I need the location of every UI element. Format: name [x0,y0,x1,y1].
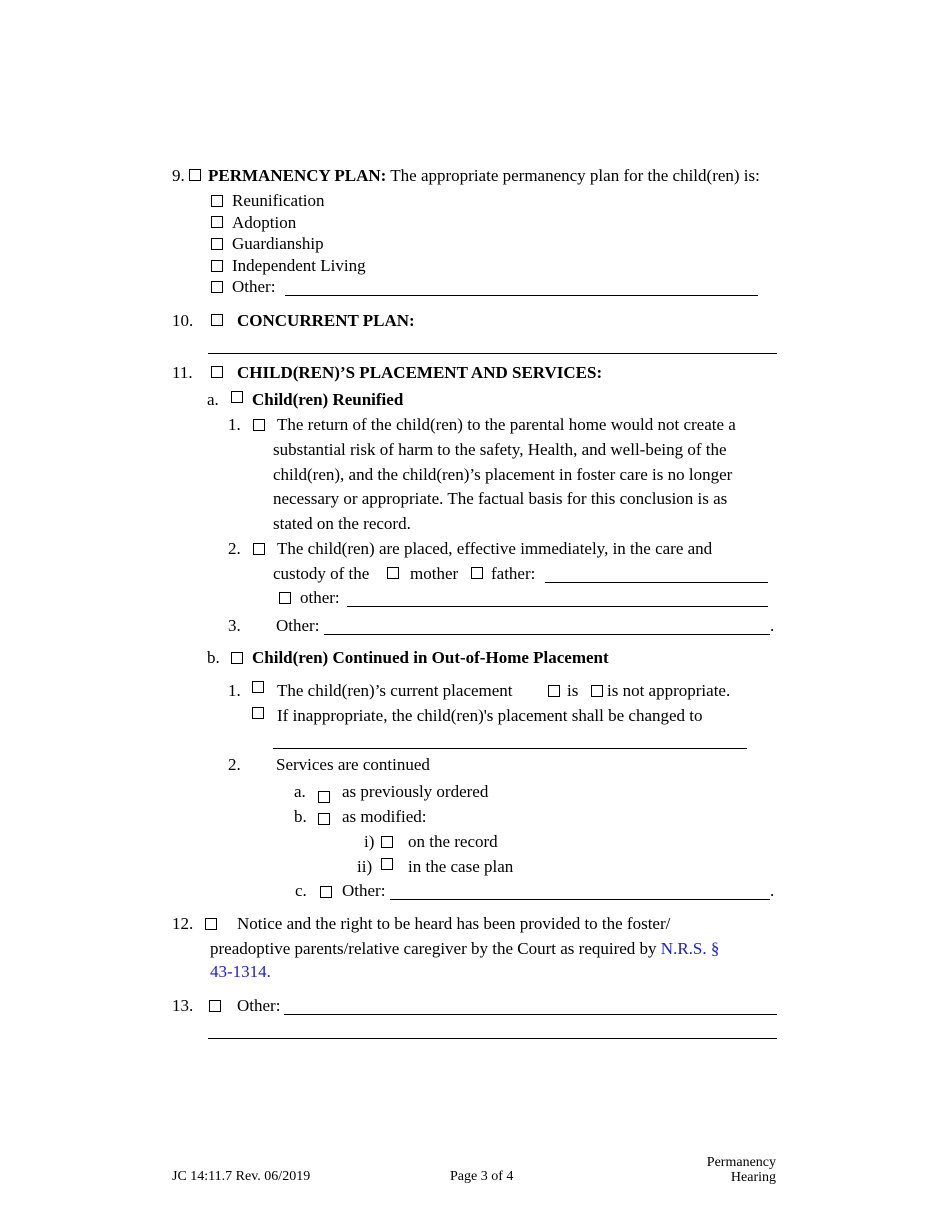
reunified-item-3-number: 3. [228,616,241,635]
previously-ordered-checkbox[interactable] [318,791,330,803]
permanency-plan-checkbox[interactable] [189,169,201,181]
on-record-label: on the record [408,832,498,851]
concurrent-plan-checkbox[interactable] [211,314,223,326]
concurrent-plan-field[interactable] [208,353,777,354]
services-a-label: a. [294,782,306,801]
reunified-item-2-checkbox[interactable] [253,543,265,555]
services-item-number: 2. [228,755,241,774]
mother-label: mother [410,564,459,583]
reunified-other-field[interactable] [324,634,770,635]
out-of-home-label: b. [207,648,220,667]
as-modified-label: as modified: [342,807,427,826]
placement-services-heading: CHILD(REN)’S PLACEMENT AND SERVICES: [237,363,603,382]
services-b-label: b. [294,807,307,826]
notice-checkbox[interactable] [205,918,217,930]
independent-living-label: Independent Living [232,256,366,275]
reunified-item-1-line: substantial risk of harm to the safety, Health, and well-being of the [273,440,727,459]
reunified-other-period: . [770,616,775,635]
placement-services-checkbox[interactable] [211,366,223,378]
permanency-plan-line [208,166,760,186]
reunified-item-1-checkbox[interactable] [253,419,265,431]
services-continued-text: Services are continued [276,755,430,774]
reunified-item-1-line: The return of the child(ren) to the parental home would not create a [277,415,736,434]
section-13-label: Other: [237,996,281,1015]
section-13-number: 13. [172,996,194,1015]
case-plan-checkbox[interactable] [381,858,393,870]
independent-living-checkbox[interactable] [211,260,223,272]
plan-other-field[interactable] [285,295,758,296]
plan-other-checkbox[interactable] [211,281,223,293]
mother-checkbox[interactable] [387,567,399,579]
current-placement-text: The child(ren)’s current placement [277,681,513,700]
adoption-checkbox[interactable] [211,216,223,228]
section-10-number: 10. [172,311,194,330]
reunified-label: a. [207,390,219,409]
placement-is-checkbox[interactable] [548,685,560,697]
section-13-field-2[interactable] [208,1038,777,1039]
father-label: father: [491,564,536,583]
section-13-checkbox[interactable] [209,1000,221,1012]
form-number: JC 14:11.7 Rev. 06/2019 [172,1169,311,1184]
permanency-plan-heading: PERMANENCY PLAN: [208,166,387,185]
father-checkbox[interactable] [471,567,483,579]
custody-other-checkbox[interactable] [279,592,291,604]
reunified-item-2-number: 2. [228,539,241,558]
case-plan-label: in the case plan [408,857,514,876]
plan-other-label: Other: [232,277,276,296]
nrs-link-continued[interactable]: 43-1314. [210,962,271,981]
guardianship-label: Guardianship [232,234,324,253]
placement-is-label: is [567,681,579,700]
on-record-label-num: i) [364,832,375,851]
reunified-item-1-line: child(ren), and the child(ren)’s placement in foster care is no longer [273,465,733,484]
footer-title-line-2: Hearing [730,1170,776,1185]
reunified-heading: Child(ren) Reunified [252,390,404,409]
services-other-checkbox[interactable] [320,886,332,898]
section-9-number: 9. [172,166,185,185]
case-plan-label-num: ii) [357,857,373,876]
reunification-label: Reunification [232,191,325,210]
page-number: Page 3 of 4 [450,1169,514,1184]
placement-is-not-checkbox[interactable] [591,685,603,697]
services-other-label: Other: [342,881,386,900]
as-modified-checkbox[interactable] [318,813,330,825]
out-of-home-item-1-number: 1. [228,681,241,700]
section-13-field-1[interactable] [284,1014,777,1015]
services-c-label: c. [295,881,307,900]
reunified-item-1-line: necessary or appropriate. The factual basis for this conclusion is as [273,489,728,508]
permanency-plan-text: The appropriate permanency plan for the child(ren) is: [390,166,760,185]
notice-line: Notice and the right to be heard has been provided to the foster/ [237,914,671,933]
nrs-link[interactable]: N.R.S. § [660,939,720,958]
out-of-home-checkbox[interactable] [231,652,243,664]
out-of-home-heading: Child(ren) Continued in Out-of-Home Placement [252,648,609,667]
placement-is-not-label: is not appropriate. [607,681,731,700]
custody-other-label: other: [300,588,340,607]
services-other-period: . [770,881,775,900]
reunified-item-1-number: 1. [228,415,241,434]
reunified-item-3-label: Other: [276,616,320,635]
reunification-checkbox[interactable] [211,195,223,207]
previously-ordered-label: as previously ordered [342,782,489,801]
placement-change-text: If inappropriate, the child(ren)'s placement shall be changed to [277,706,703,725]
father-field[interactable] [545,582,768,583]
notice-line-2 [210,939,719,959]
reunified-item-1-line: stated on the record. [273,514,411,533]
out-of-home-item-1-checkbox[interactable] [252,681,264,693]
custody-other-field[interactable] [347,606,768,607]
adoption-label: Adoption [232,213,297,232]
footer-title-line-1: Permanency [706,1155,776,1170]
section-12-number: 12. [172,914,194,933]
placement-change-checkbox[interactable] [252,707,264,719]
custody-label: custody of the [273,564,370,583]
on-record-checkbox[interactable] [381,836,393,848]
reunified-checkbox[interactable] [231,391,243,403]
guardianship-checkbox[interactable] [211,238,223,250]
section-11-number: 11. [172,363,193,382]
services-other-field[interactable] [390,899,770,900]
concurrent-plan-heading: CONCURRENT PLAN: [237,311,415,330]
notice-line-2-text: preadoptive parents/relative caregiver by the Court as required by [210,939,657,958]
placement-change-field[interactable] [273,748,747,749]
reunified-item-2-line: The child(ren) are placed, effective immediately, in the care and [277,539,713,558]
